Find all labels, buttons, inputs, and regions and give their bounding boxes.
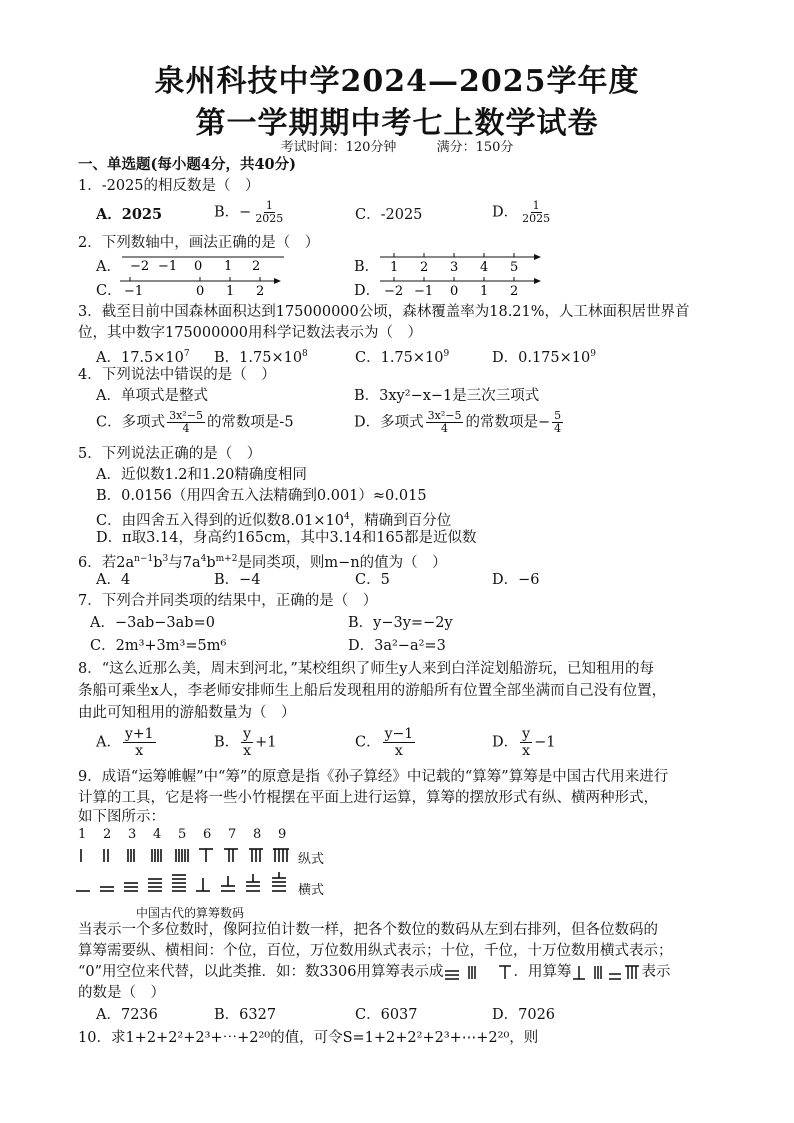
q5-option-a: A．近似数1.2和1.20精确度相同	[96, 467, 307, 483]
q2-stem: 2．下列数轴中，画法正确的是（ ）	[78, 235, 320, 251]
q6-option-b: B．−4	[214, 572, 261, 588]
vertical-rods	[72, 846, 302, 866]
rod-digit: 2	[103, 827, 112, 842]
rod-digit: 6	[203, 827, 212, 842]
rod-digit: 1	[78, 827, 87, 842]
axis-b-tick-label: 3	[450, 260, 459, 275]
axis-c-tick-label: 0	[196, 284, 205, 299]
axis-a-tick-label: 0	[194, 259, 203, 274]
q4-stem: 4．下列说法中错误的是（ ）	[78, 367, 276, 383]
q2-option-c-label: C．	[96, 283, 122, 299]
q9-stem-line1: 9．成语“运筹帷幄”中“筹”的原意是指《孙子算经》中记载的“算筹”算筹是中国古代用来进行	[78, 769, 669, 785]
rod-digit: 5	[178, 827, 187, 842]
axis-b-tick-label: 5	[510, 260, 519, 275]
q2-axis-a	[118, 253, 288, 275]
q4-option-a: A．单项式是整式	[96, 388, 208, 404]
q4-option-c: C．多项式 $\frac{\text{3x²−5}}{4}$ 的常数项是-5	[96, 409, 294, 435]
q2-option-d-label: D．	[354, 283, 381, 299]
rods-3306	[443, 964, 513, 980]
q2-axis-b	[378, 253, 542, 275]
axis-b-tick-label: 4	[480, 260, 489, 275]
q6-option-d: D．−6	[492, 572, 540, 588]
rod-digit: 4	[153, 827, 162, 842]
axis-d-tick-label: 0	[450, 284, 459, 299]
q7-option-c: C．2m³+3m³=5m⁶	[90, 638, 227, 654]
axis-d-tick-label: −1	[414, 284, 434, 299]
q5-option-d: D．π取3.14，身高约165cm，其中3.14和165都是近似数	[96, 530, 477, 546]
q8-stem-line3: 由此可知租用的游船数量为（ ）	[78, 705, 296, 721]
q1-option-b: B．− $\frac{1}{2025}$	[214, 199, 284, 225]
axis-a-tick-label: 1	[224, 259, 233, 274]
exam-title-line2: 第一学期期中考七上数学试卷	[195, 106, 599, 141]
axis-c-tick-label: 1	[226, 284, 235, 299]
q3-option-a: A．$17.5\times 10^7$	[96, 349, 190, 366]
axis-d-tick-label: −2	[384, 284, 404, 299]
axis-d-tick-label: 2	[510, 284, 519, 299]
q3-option-c: C．$1.75\times 10^9$	[355, 349, 450, 366]
q3-option-b: B．$1.75\times 10^8$	[214, 349, 308, 366]
q7-option-a: A．−3ab−3ab=0	[90, 615, 215, 631]
rod-digit: 8	[253, 827, 262, 842]
q1-stem: 1．-2025的相反数是（ ）	[78, 178, 260, 194]
q8-option-c: C． $\frac{y-1}{x}$	[355, 726, 414, 759]
q9-option-c: C．6037	[355, 1007, 418, 1023]
q2-axis-c	[118, 277, 284, 299]
q9-stem-line3: 如下图所示：	[78, 809, 165, 825]
q5-option-c: C．由四舍五入得到的近似数$8.01\times 10^4$，精确到百分位	[96, 512, 452, 529]
q1-option-a: A．2025	[96, 206, 163, 223]
horizontal-form-label: 横式	[298, 883, 325, 898]
q8-option-d: D． $\frac{y}{x}$ −1	[492, 726, 556, 759]
q3-stem-line2: 位，其中数字175000000用科学记数法表示为（ ）	[78, 325, 423, 341]
q9-stem-line2: 计算的工具，它是将一些小竹棍摆在平面上进行运算，算筹的摆放形式有纵、横两种形式，	[78, 790, 658, 806]
q2-axis-d	[378, 277, 542, 299]
rods-question	[571, 964, 641, 980]
q9-para-line3: “0”用空位来代替，以此类推．如：数3306用算筹表示成 ．用算筹 表示	[78, 964, 671, 980]
q8-stem-line1: 8．“这么近那么美，周末到河北，”某校组织了师生y人来到白洋淀划船游玩，已知租用的每	[78, 661, 654, 677]
figure-caption: 中国古代的算筹数码	[136, 906, 245, 920]
full-score: 满分：150分	[436, 140, 514, 155]
q8-stem-line2: 条船可乘坐x人，李老师安排师生上船后发现租用的游船所有位置全部坐满而自己没有位置，	[78, 683, 667, 699]
q5-stem: 5．下列说法正确的是（ ）	[78, 446, 262, 462]
axis-d-tick-label: 1	[480, 284, 489, 299]
rod-digit: 9	[278, 827, 287, 842]
axis-a-tick-label: 2	[252, 259, 261, 274]
q9-option-a: A．7236	[96, 1007, 158, 1023]
q1-option-d: D． $\frac{1}{2025}$	[492, 199, 551, 225]
exam-time: 考试时间：120分钟	[280, 140, 397, 155]
axis-a-tick-label: −2	[130, 259, 150, 274]
q9-option-d: D．7026	[492, 1007, 556, 1023]
axis-c-tick-label: 2	[256, 284, 265, 299]
q10-stem: 10．求1+2+2²+2³+⋯+2²⁰的值，可令S=1+2+2²+2³+⋯+2²⁰，则	[78, 1030, 539, 1046]
exam-meta	[0, 136, 794, 155]
q7-option-d: D．3a²−a²=3	[348, 638, 446, 654]
q4-option-b: B．3xy²−x−1是三次三项式	[354, 388, 540, 404]
q7-option-b: B．y−3y=−2y	[348, 615, 453, 631]
q8-option-b: B． $\frac{y}{x}$ +1	[214, 726, 277, 759]
q6-stem: 6．若$2a^{n-1}b^3$与$7a^4b^{m+2}$是同类项，则m−n的值为（ ）	[78, 554, 447, 571]
q8-option-a: A． $\frac{y+1}{x}$	[96, 726, 154, 759]
q1-option-c: C．-2025	[355, 207, 423, 223]
q7-stem: 7．下列合并同类项的结果中，正确的是（ ）	[78, 593, 378, 609]
q9-para-line4: 的数是（ ）	[78, 985, 165, 1001]
q9-option-b: B．6327	[214, 1007, 277, 1023]
q2-option-b-label: B．	[354, 259, 380, 275]
vertical-form-label: 纵式	[298, 852, 325, 867]
q2-option-a-label: A．	[96, 259, 121, 275]
section-heading: 一、单选题(每小题4分，共40分)	[78, 156, 296, 173]
q5-option-b: B．0.0156（用四舍五入法精确到0.001）≈0.015	[96, 488, 427, 504]
axis-b-tick-label: 2	[420, 260, 429, 275]
q6-option-a: A．4	[96, 572, 131, 588]
q4-option-d: D．多项式 $\frac{\text{3x²−5}}{4}$ 的常数项是− $\frac{5}{4}$	[354, 409, 562, 435]
q3-option-d: D．$0.175\times 10^9$	[492, 349, 596, 366]
q9-para-line1: 当表示一个多位数时，像阿拉伯计数一样，把各个数位的数码从左到右排列，但各位数码的	[78, 922, 658, 938]
q6-option-c: C．5	[355, 572, 390, 588]
axis-c-tick-label: −1	[124, 284, 144, 299]
axis-b-tick-label: 1	[390, 260, 399, 275]
axis-a-tick-label: −1	[158, 259, 178, 274]
rod-digit: 3	[128, 827, 137, 842]
horizontal-rods	[72, 872, 302, 896]
exam-title-line1: 泉州科技中学2024—2025学年度	[154, 64, 640, 99]
rod-digit: 7	[228, 827, 237, 842]
q3-stem-line1: 3．截至目前中国森林面积达到175000000公顷，森林覆盖率为18.21%，人工林面积居世界首	[78, 304, 690, 320]
q9-para-line2: 算筹需要纵、横相间：个位，百位，万位数用纵式表示；十位，千位，十万位数用横式表示；	[78, 943, 673, 959]
